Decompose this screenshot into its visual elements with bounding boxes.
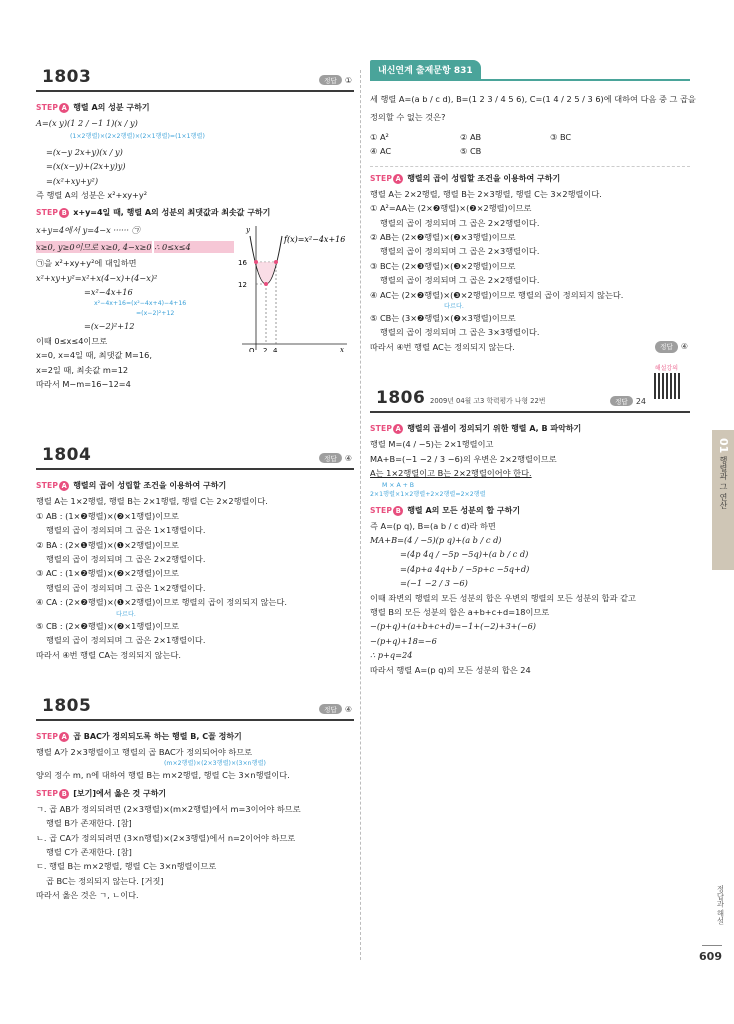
conclusion-line: 따라서 ④번 행렬 AC는 정의되지 않는다. 정답 ④ (370, 341, 688, 352)
text-line: 행렬 A가 2×3행렬이고 행렬의 곱 BAC가 정의되어야 하므로 (36, 746, 253, 757)
equation-line: =(x−y 2x+y)(x / y) (46, 146, 123, 157)
linked-problem-header: 내신연계 출제문항 831 (370, 60, 481, 79)
choice: ④ AC (370, 145, 392, 156)
note-line: =(x−2)²+12 (136, 310, 175, 318)
text-line: 곱 BC는 정의되지 않는다. [거짓] (46, 875, 164, 886)
problem-number: 1804 (42, 445, 92, 466)
equation-line: =(x²+xy+y²) (46, 175, 99, 186)
parabola-graph (232, 222, 352, 352)
step-a: STEP A 행렬 A의 성분 구하기 (36, 103, 150, 112)
step-a: STEP A 행렬의 곱셈이 정의되기 위한 행렬 A, B 파악하기 (370, 424, 582, 434)
equation-line: =(4p 4q / −5p −5q)+(a b / c d) (400, 549, 529, 560)
equation-line: 따라서 M−m=16−12=4 (36, 379, 131, 390)
equation-line: ∴ p+q=24 (370, 650, 413, 661)
text-line: ㄴ. 곱 CA가 정의되려면 (3×n행렬)×(2×3행렬)에서 n=2이어야 하므로 (36, 832, 296, 843)
section-label: 정답과 해설 (716, 885, 725, 925)
conclusion-line: 따라서 행렬 A=(p q)의 모든 성분의 합은 24 (370, 664, 531, 675)
choices-row (370, 132, 690, 142)
page-number: 609 (699, 950, 722, 963)
answer-badge: 정답 ④ (319, 704, 352, 714)
text-line: ④ AC는 (2×❷행렬)×(❸×2행렬)이므로 행렬의 곱이 정의되지 않는다. (370, 289, 624, 300)
answer-badge: 정답 ① (319, 75, 352, 85)
text-line: 행렬 B가 존재한다. [참] (46, 818, 132, 829)
text-line: 행렬의 곱이 정의되며 그 곱은 1×1행렬이다. (46, 525, 206, 536)
note-line: (m×2행렬)×(2×3행렬)×(3×n행렬) (164, 760, 266, 768)
solution-with-graph (36, 222, 354, 408)
min-point (264, 282, 268, 286)
chapter-side-tab: 01 행렬과 그 연산 (712, 430, 734, 570)
text-line: MA+B=(−1 −2 / 3 −6)의 우변은 2×2행렬이므로 (370, 453, 557, 464)
problem-1805 (36, 689, 354, 902)
text-line: 행렬의 곱이 정의되며 그 곱은 2×1행렬이다. (46, 635, 206, 646)
problem-1803 (36, 60, 354, 408)
note-line: 다르다. (444, 303, 464, 311)
answer-badge: 정답 ④ (655, 341, 688, 353)
text-line: 행렬의 곱이 정의되며 그 곱은 2×2행렬이다. (380, 217, 540, 228)
note-line: 2×1행렬×1×2행렬+2×2행렬=2×2행렬 (370, 490, 486, 498)
equation-line: 이때 0≤x≤4이므로 (36, 335, 108, 346)
function-label: f(x)=x²−4x+16 (284, 235, 346, 245)
problem-number: 1805 (42, 695, 92, 716)
answer-badge: 정답 24 (610, 396, 646, 406)
text-line: ㄱ. 곱 AB가 정의되려면 (2×3행렬)×(m×2행렬)에서 m=3이어야 하므로 (36, 803, 301, 814)
linked-problem-831 (370, 60, 696, 353)
conclusion-line: 따라서 옳은 것은 ㄱ, ㄴ이다. (36, 890, 139, 901)
equation-line: =(x−2)²+12 (84, 321, 135, 332)
text-line: 행렬 A는 2×2행렬, 행렬 B는 2×3행렬, 행렬 C는 3×2행렬이다. (370, 188, 602, 199)
step-b: STEP B [보기]에서 옳은 것 구하기 (36, 788, 167, 798)
text-line: 행렬 A는 1×2행렬, 행렬 B는 2×1행렬, 행렬 C는 2×2행렬이다. (36, 496, 268, 507)
choices-row (370, 146, 690, 156)
svg-text:x: x (340, 346, 344, 353)
text-line: ① A²=AA는 (2×❷행렬)×(❷×2행렬)이므로 (370, 203, 532, 214)
text-line: ③ BC는 (2×❸행렬)×(❸×2행렬)이므로 (370, 260, 516, 271)
text-line: ⑤ CB는 (3×❷행렬)×(❷×3행렬)이므로 (370, 313, 516, 324)
problem-header (370, 381, 690, 413)
problem-1806 (370, 365, 690, 676)
equation-line: x+y=4에서 y=4−x ······ ㉠ (36, 225, 140, 236)
text-line: 행렬 B의 모든 성분의 합은 a+b+c+d=18이므로 (370, 606, 550, 617)
choice: ① A² (370, 131, 389, 142)
svg-text:4: 4 (273, 347, 278, 353)
problem-1804 (36, 438, 354, 660)
svg-text:12: 12 (238, 281, 247, 290)
equation-line: x=0, x=4일 때, 최댓값 M=16, (36, 350, 152, 361)
step-a: STEP A 행렬의 곱이 성립할 조건을 이용하여 구하기 (36, 481, 227, 491)
equation-line: MA+B=(4 / −5)(p q)+(a b / c d) (370, 534, 502, 545)
text-line: ④ CA : (2×❷행렬)×(❶×2행렬)이므로 행렬의 곱이 정의되지 않는다. (36, 597, 287, 608)
text-line: 행렬 C가 존재한다. [참] (46, 846, 132, 857)
problem-source: 2009년 04월 고3 학력평가 나형 22번 (430, 397, 546, 406)
note-line: x²−4x+16=(x²−4x+4)−4+16 (94, 300, 187, 308)
text-line: 이때 좌변의 행렬의 모든 성분의 합은 우변의 행렬의 모든 성분의 합과 같고 (370, 592, 636, 603)
choice: ③ BC (550, 131, 572, 142)
equation-line: x=2일 때, 최솟값 m=12 (36, 364, 129, 375)
max-point (274, 260, 278, 264)
text-line: ③ AC : (1×❷행렬)×(❷×2행렬)이므로 (36, 568, 179, 579)
text-line: A는 1×2행렬이고 B는 2×2행렬이어야 한다. (370, 468, 532, 479)
equation-line: =(−1 −2 / 3 −6) (400, 578, 468, 589)
svg-text:16: 16 (238, 259, 247, 268)
svg-text:2: 2 (263, 347, 268, 353)
conclusion-line: 따라서 ④번 행렬 CA는 정의되지 않는다. (36, 649, 182, 660)
right-column (370, 60, 696, 678)
text-line: ① AB : (1×❷행렬)×(❷×1행렬)이므로 (36, 510, 179, 521)
qr-label: 해설강의 (654, 365, 678, 373)
highlighted-line: ∴ 0≤x≤4 (154, 241, 234, 253)
answer-badge: 정답 ④ (319, 453, 352, 463)
text-line: 행렬의 곱이 정의되며 그 곱은 1×2행렬이다. (46, 582, 206, 593)
text-line: ㄷ. 행렬 B는 m×2행렬, 행렬 C는 3×n행렬이므로 (36, 861, 217, 872)
equation-line: −(p+q)+(a+b+c+d)=−1+(−2)+3+(−6) (370, 621, 537, 632)
question-line: 정의할 수 없는 것은? (370, 112, 446, 123)
equation-line: ㉠을 x²+xy+y²에 대입하면 (36, 258, 137, 269)
step-b: STEP B x+y=4일 때, 행렬 A의 성분의 최댓값과 최솟값 구하기 (36, 208, 271, 218)
note-line: M × A + B (382, 481, 415, 489)
column-divider (360, 70, 361, 960)
question-line: 세 행렬 A=(a b / c d), B=(1 2 3 / 4 5 6), C=(1 4 / 2 5 / 3 6)에 대하여 다음 중 그 곱을 (370, 94, 696, 104)
conclusion-line: 즉 행렬 A의 성분은 x²+xy+y² (36, 190, 148, 201)
step-a: STEP A 곱 BAC가 정의되도록 하는 행렬 B, C꼴 정하기 (36, 731, 242, 741)
text-line: 행렬의 곱이 정의되며 그 곱은 2×3행렬이다. (380, 246, 540, 257)
problem-header (36, 60, 354, 92)
highlighted-line: x≥0, y≥0이므로 x≥0, 4−x≥0 (36, 241, 152, 252)
max-point (254, 260, 258, 264)
svg-text:O: O (249, 347, 255, 353)
equation-line: =x²−4x+16 (84, 287, 133, 298)
problem-header (36, 689, 354, 721)
choice: ⑤ CB (460, 145, 482, 156)
equation-line: −(p+q)+18=−6 (370, 635, 437, 646)
text-line: 행렬의 곱이 정의되며 그 곱은 2×2행렬이다. (46, 554, 206, 565)
equation-line: =(4p+a 4q+b / −5p+c −5q+d) (400, 563, 530, 574)
equation-line: A=(x y)(1 2 / −1 1)(x / y) (36, 118, 138, 128)
problem-number: 1806 (376, 388, 426, 409)
left-column (36, 60, 354, 904)
choice: ② AB (460, 131, 482, 142)
step-a: STEP A 행렬의 곱이 성립할 조건을 이용하여 구하기 (370, 173, 561, 183)
text-line: 양의 정수 m, n에 대하여 행렬 B는 m×2행렬, 행렬 C는 3×n행렬이다. (36, 770, 290, 781)
text-line: 즉 A=(p q), B=(a b / c d)라 하면 (370, 520, 496, 531)
svg-text:y: y (246, 226, 250, 235)
problem-header (36, 438, 354, 470)
equation-line: =(x(x−y)+(2x+y)y) (46, 161, 126, 172)
equation-line: x²+xy+y²=x²+x(4−x)+(4−x)² (36, 272, 158, 283)
text-line: ⑤ CB : (2×❷행렬)×(❷×1행렬)이므로 (36, 620, 180, 631)
step-b: STEP B 행렬 A의 모든 성분의 합 구하기 (370, 505, 521, 515)
text-line: 행렬의 곱이 정의되며 그 곱은 3×3행렬이다. (380, 327, 540, 338)
dimension-note: (1×2행렬)×(2×2행렬)×(2×1행렬)=(1×1행렬) (70, 133, 205, 141)
text-line: ② BA : (2×❶행렬)×(❶×2행렬)이므로 (36, 539, 179, 550)
problem-number: 1803 (42, 67, 92, 87)
text-line: ② AB는 (2×❷행렬)×(❷×3행렬)이므로 (370, 232, 516, 243)
note-line: 다르다. (116, 610, 136, 618)
text-line: 행렬 M=(4 / −5)는 2×1행렬이고 (370, 439, 494, 450)
text-line: 행렬의 곱이 정의되며 그 곱은 2×2행렬이다. (380, 275, 540, 286)
